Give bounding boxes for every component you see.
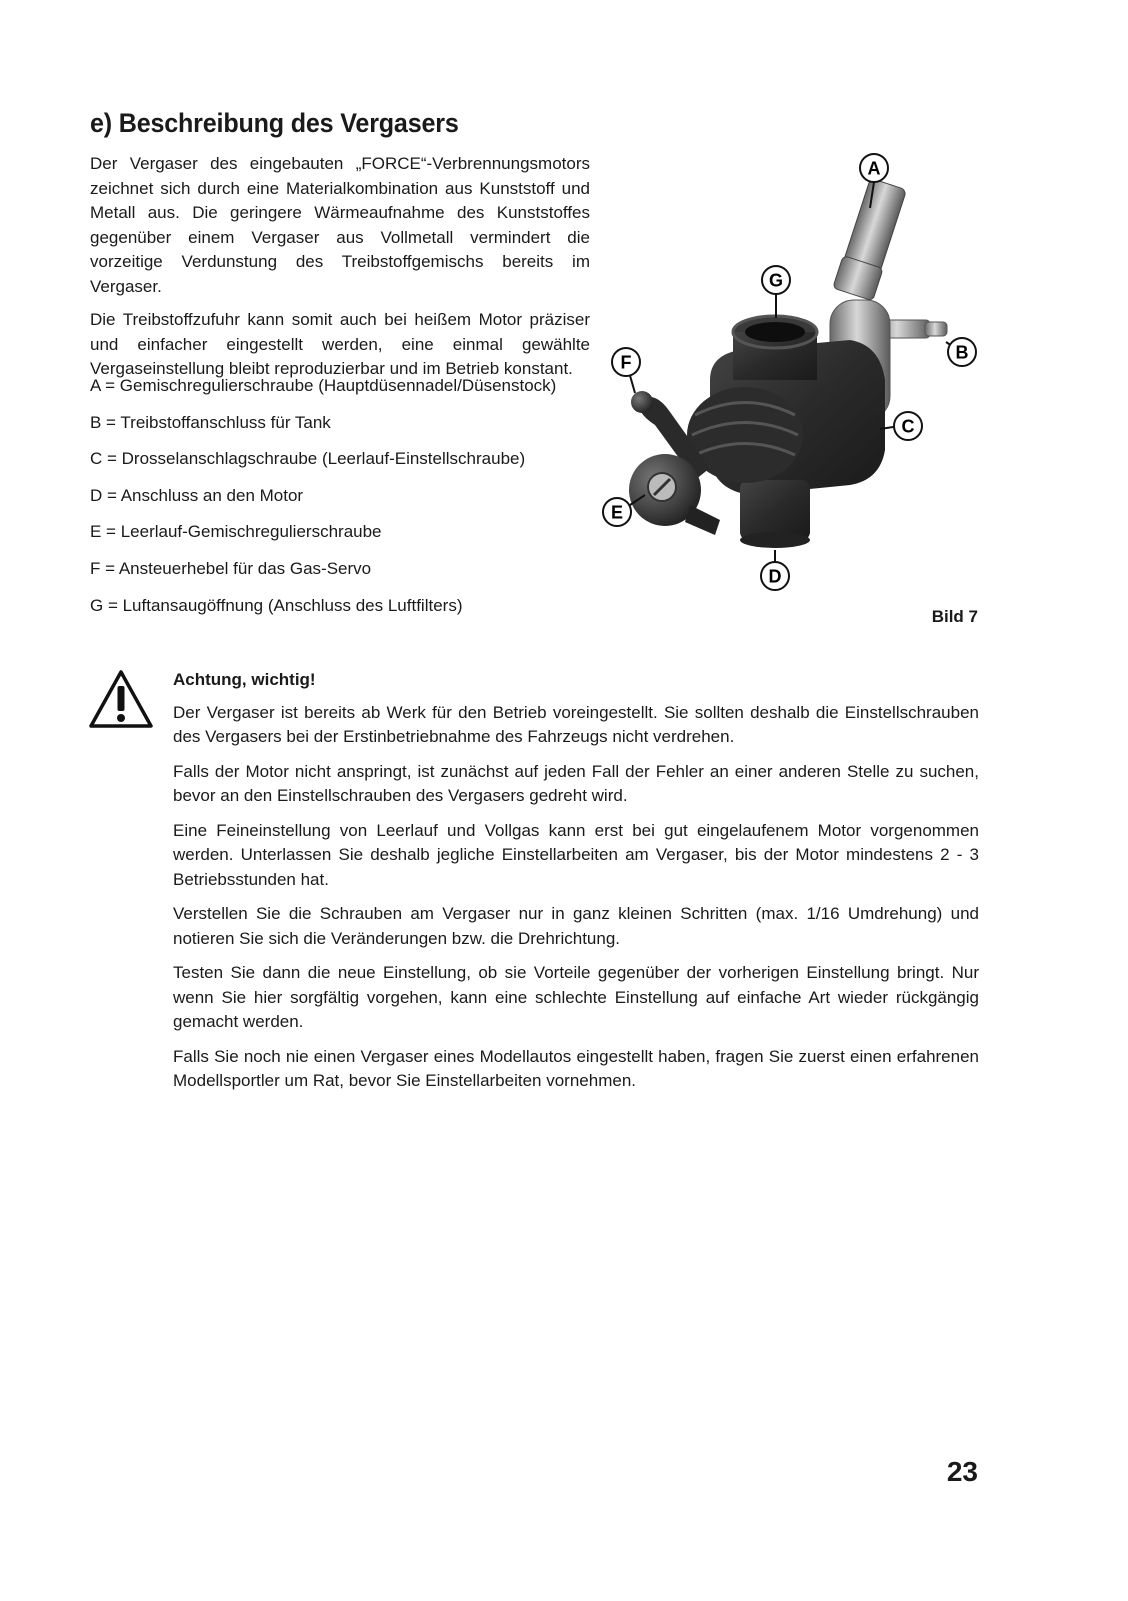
callout-g	[762, 266, 790, 294]
callout-letter: C	[901, 416, 915, 437]
part-legend	[90, 374, 610, 630]
warning-title: Achtung, wichtig!	[173, 670, 316, 689]
section-title: e) Beschreibung des Vergasers	[90, 108, 459, 138]
warning-paragraph: Der Vergaser ist bereits ab Werk für den Betrieb voreingestellt. Sie sollten deshalb die Einstellschrauben des Vergasers bei der Erstinbetriebnahme des Fahrzeugs nicht verdrehen.	[173, 702, 979, 746]
callout-f	[612, 348, 640, 376]
page-number: 23	[946, 1456, 978, 1487]
legend-item-a: A = Gemischregulierschraube (Hauptdüsennadel/Düsenstock)	[90, 376, 557, 395]
intro-paragraph: Die Treibstoffzufuhr kann somit auch bei heißem Motor präziser und einfacher eingestellt werden, eine einmal gewählte Vergaseinstellung bleibt reproduzierbar und im Betrieb konstant.	[90, 310, 590, 378]
warning-block	[173, 668, 979, 1104]
warning-triangle-icon	[88, 668, 154, 730]
callout-c	[894, 412, 922, 440]
legend-item-e: E = Leerlauf-Gemischregulierschraube	[90, 522, 382, 542]
warning-paragraph: Verstellen Sie die Schrauben am Vergaser nur in ganz kleinen Schritten (max. 1/16 Umdrehung) und notieren Sie sich die Veränderungen bzw. die Drehrichtung.	[173, 904, 979, 948]
callout-letter: A	[867, 158, 881, 179]
callout-b	[948, 338, 976, 366]
callout-letter: D	[768, 566, 782, 587]
legend-item-b: B = Treibstoffanschluss für Tank	[90, 412, 331, 432]
intro-text	[90, 152, 590, 391]
warning-paragraph: Falls Sie noch nie einen Vergaser eines Modellautos eingestellt haben, fragen Sie zuerst einen erfahrenen Modellsportler um Rat, bevor Sie Einstellarbeiten vornehmen.	[173, 1046, 979, 1090]
legend-item-f: F = Ansteuerhebel für das Gas-Servo	[90, 558, 372, 578]
warning-paragraph: Eine Feineinstellung von Leerlauf und Vollgas kann erst bei gut eingelaufenem Motor vorgenommen werden. Unterlassen Sie deshalb jegliche Einstellarbeiten am Vergaser, bis der Motor mindestens 2 - 3 Betriebsstunden hat.	[173, 820, 979, 889]
warning-paragraph: Testen Sie dann die neue Einstellung, ob sie Vorteile gegenüber der vorherigen Einstellung bringt. Nur wenn Sie hier sorgfältig vorgehen, kann eine schlechte Einstellung auf einfache Art wieder rückgängig gemacht werden.	[173, 963, 979, 1031]
callout-e	[603, 498, 631, 526]
carburetor-photo	[600, 150, 1000, 600]
callout-letter: G	[768, 270, 784, 291]
warning-paragraph: Falls der Motor nicht anspringt, ist zunächst auf jeden Fall der Fehler an einer anderen Stelle zu suchen, bevor an den Einstellschrauben des Vergasers gedreht wird.	[173, 761, 979, 805]
legend-item-d: D = Anschluss an den Motor	[90, 485, 304, 505]
callout-a	[860, 154, 888, 182]
intro-paragraph: Der Vergaser des eingebauten „FORCE“-Verbrennungsmotors zeichnet sich durch eine Materialkombination aus Kunststoff und Metall aus. Die geringere Wärmeaufnahme des Kunststoffes gegenüber einem Vergaser aus Vollmetall vermindert die vorzeitige Verdunstung des Treibstoffgemischs bereits im Vergaser.	[90, 154, 590, 296]
callout-d	[761, 562, 789, 590]
legend-item-g: G = Luftansaugöffnung (Anschluss des Luftfilters)	[90, 595, 463, 615]
callout-letter: B	[955, 342, 969, 363]
callout-letter: E	[610, 502, 624, 523]
legend-item-c: C = Drosselanschlagschraube (Leerlauf-Einstellschraube)	[90, 449, 526, 469]
figure-caption: Bild 7	[931, 607, 978, 626]
carburetor-figure	[600, 150, 1000, 600]
callout-letter: F	[620, 352, 632, 373]
